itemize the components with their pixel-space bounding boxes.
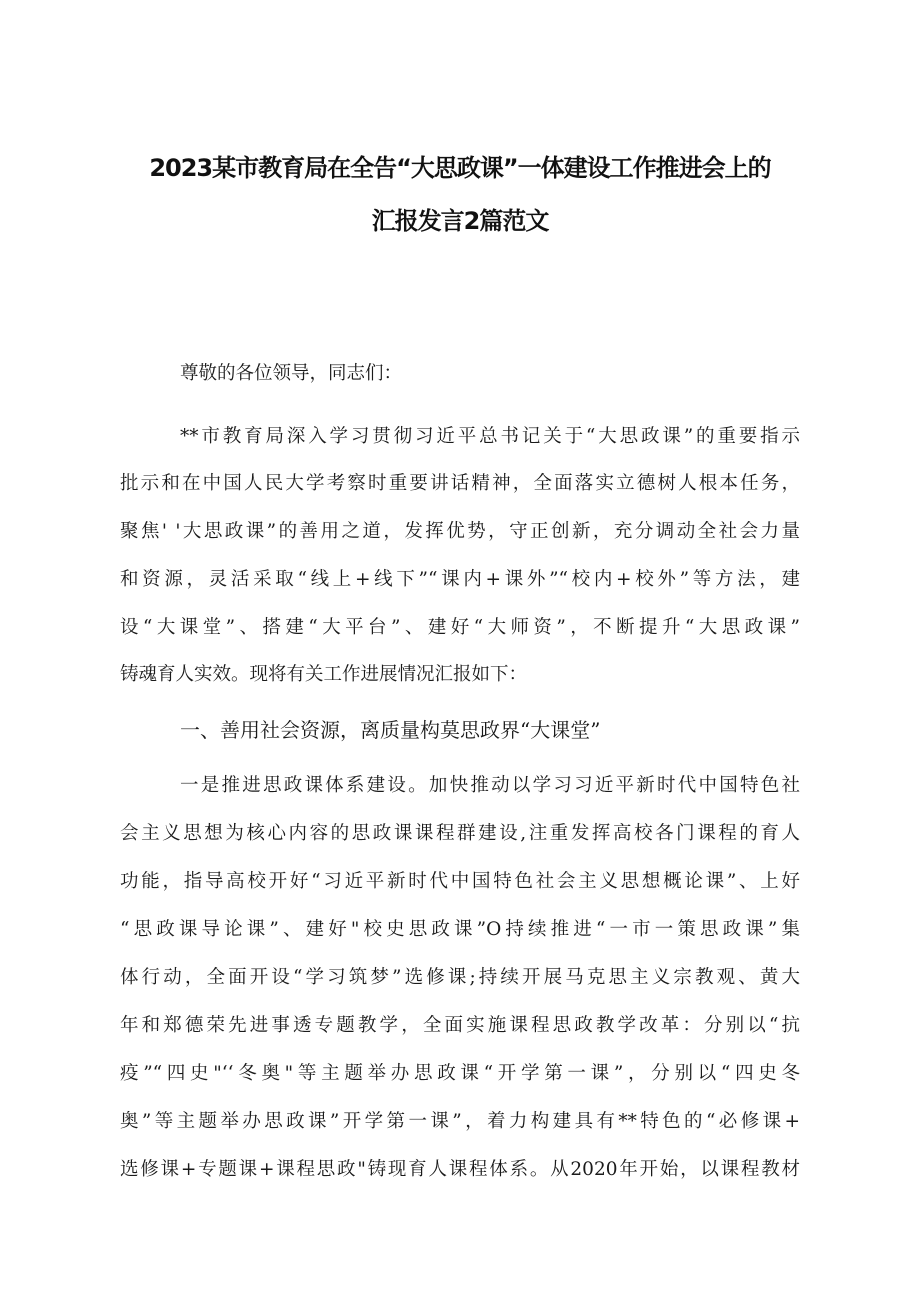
paragraph-2-line-6: 年和郑德荣先进事透专题教学，全面实施课程思政教学改革：分别以“抗: [120, 1015, 800, 1036]
paragraph-2-line-8: 奥”等主题举办思政课”开学第一课”，着力构建具有**特色的“必修课+: [120, 1111, 800, 1132]
paragraph-2-line-7: 疫”“四史"‘‘冬奥"等主题举办思政课“开学第一课”，分别以“四史冬: [120, 1063, 800, 1084]
paragraph-1-line-5: 设“大课堂”、搭建“大平台”、建好“大师资”，不断提升“大思政课”: [120, 617, 800, 638]
salutation: 尊敬的各位领导，同志们：: [180, 363, 403, 384]
paragraph-1-line-3: 聚焦' '大思政课”的善用之道，发挥优势，守正创新，充分调动全社会力量: [120, 521, 800, 542]
paragraph-2-line-4: “思政课导论课”、建好"校史思政课”O持续推进“一市一策思政课”集: [120, 919, 800, 940]
paragraph-1-line-6: 铸魂育人实效。现将有关工作进展情况汇报如下：: [120, 664, 528, 685]
paragraph-2-line-9: 选修课+专题课+课程思政"铸现育人课程体系。从2020年开始，以课程教材: [120, 1159, 800, 1180]
paragraph-2-line-1: 一是推进思政课体系建设。加快推动以学习习近平新时代中国特色社: [180, 775, 800, 796]
document-title-line-1: 2023某市教育局在全告“大思政课”一体建设工作推进会上的: [149, 154, 771, 182]
paragraph-1-line-2: 批示和在中国人民大学考察时重要讲话精神，全面落实立德树人根本任务，: [120, 473, 800, 494]
paragraph-1-line-4: 和资源，灵活采取“线上+线下”“课内+课外”“校内+校外”等方法，建: [120, 569, 800, 590]
paragraph-2-line-2: 会主义思想为核心内容的思政课课程群建设,注重发挥高校各门课程的育人: [120, 823, 800, 844]
document-title-line-2: 汇报发言2篇范文: [371, 207, 549, 235]
paragraph-2-line-5: 体行动，全面开设“学习筑梦”选修课;持续开展马克思主义宗教观、黄大: [120, 967, 800, 988]
paragraph-2-line-3: 功能，指导高校开好“习近平新时代中国特色社会主义思想概论课”、上好: [120, 871, 800, 892]
paragraph-1-line-1: **市教育局深入学习贯彻习近平总书记关于“大思政课”的重要指示: [180, 426, 800, 447]
section-1-heading: 一、善用社会资源，离质量构莫思政界“大课堂”: [180, 718, 601, 742]
